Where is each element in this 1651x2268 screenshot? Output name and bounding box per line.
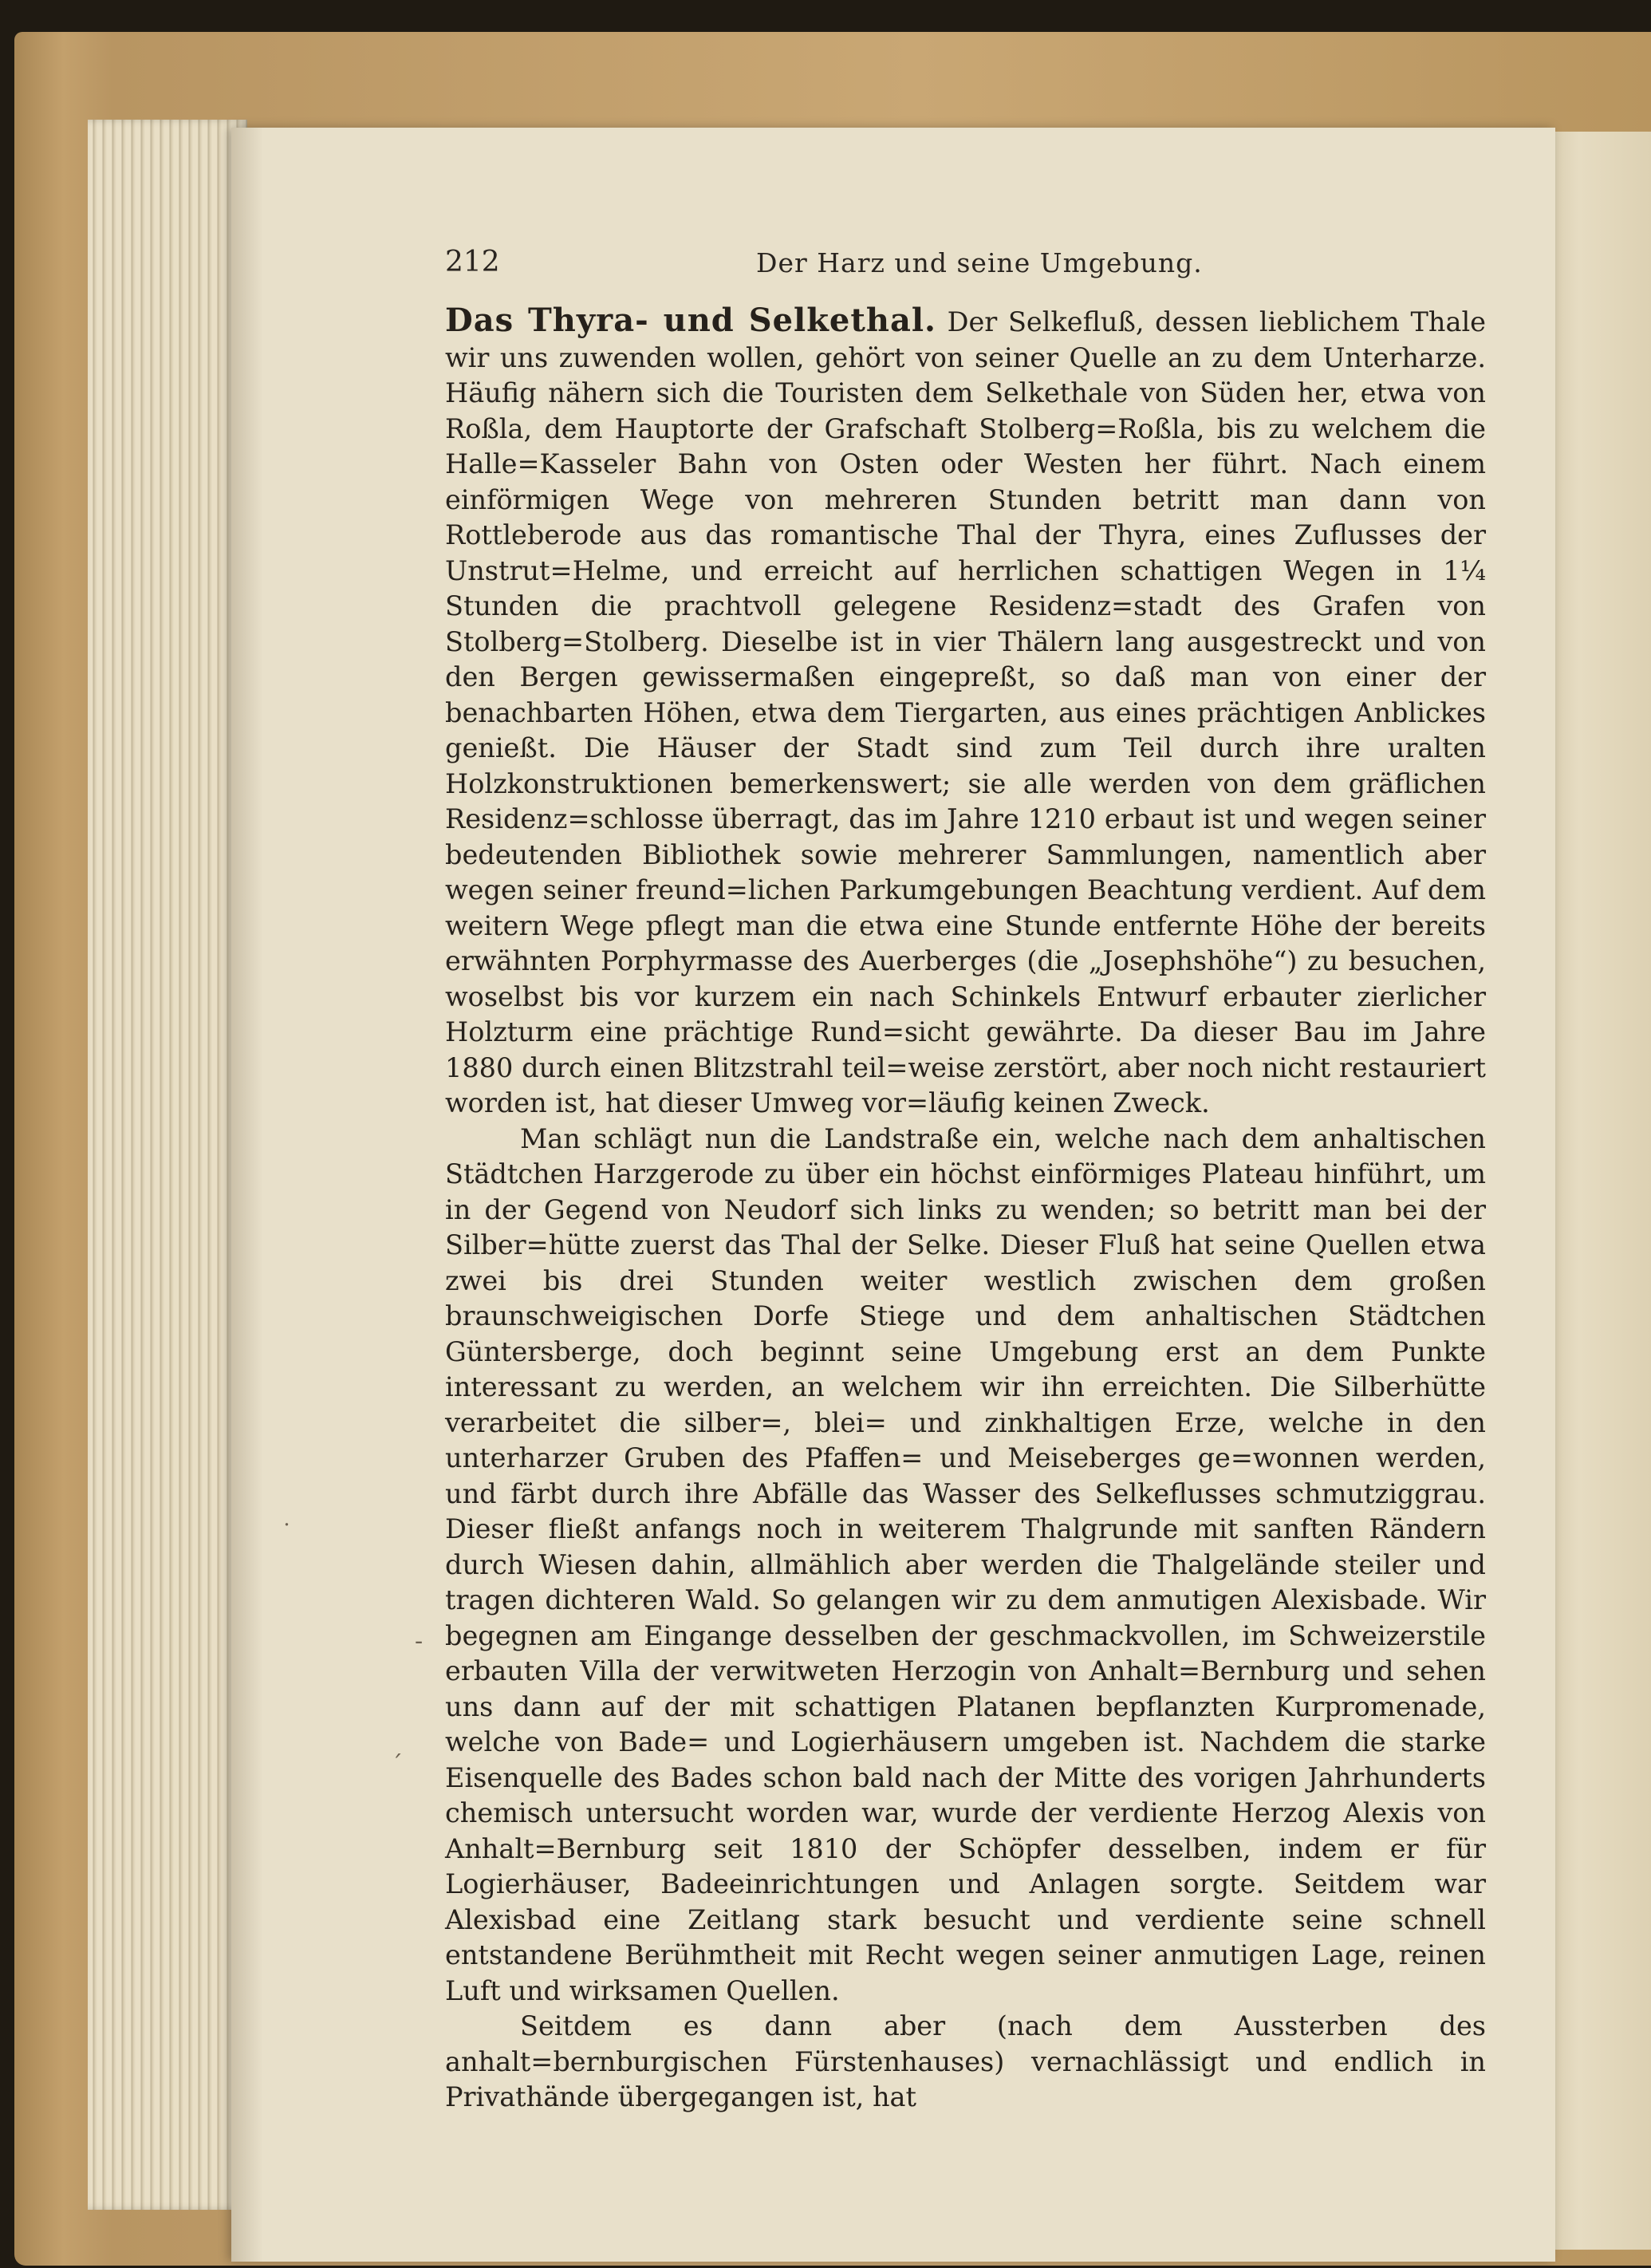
running-head: Der Harz und seine Umgebung. bbox=[756, 247, 1203, 278]
section-title: Das Thyra- und Selkethal. bbox=[445, 302, 936, 339]
facing-page-edge bbox=[1547, 132, 1651, 2250]
page-edges bbox=[88, 120, 247, 2210]
margin-mark: ˊ bbox=[391, 1751, 403, 1779]
page-header bbox=[445, 246, 1442, 294]
margin-mark: ˙ bbox=[281, 1520, 293, 1548]
paragraph-3: Seitdem es dann aber (nach dem Aussterben des anhalt=bernburgischen Fürstenhauses) vernachlässigt und endlich in Privathände übergegangen ist, hat bbox=[445, 2010, 1486, 2112]
paragraph-2: Man schlägt nun die Landstraße ein, welche nach dem anhaltischen Städtchen Harzgerode zu über ein höchst einförmiges Plateau hinführt, um in der Gegend von Neudorf sich links zu wenden; so betritt man bei der Silber=hütte zuerst das Thal der Selke. Dieser Fluß hat seine Quellen etwa zwei bis drei Stunden weiter westlich zwischen dem großen braunschweigischen Dorfe Stiege und dem anhaltischen Städtchen Güntersberge, doch beginnt seine Umgebung erst an dem Punkte interessant zu werden, an welchem wir ihn erreichten. Die Silberhütte verarbeitet die silber=, blei= und zinkhaltigen Erze, welche in den unterharzer Gruben des Pfaffen= und Meiseberges ge=wonnen werden, und färbt durch ihre Abfälle das Wasser des Selkeflusses schmutziggrau. Dieser fließt anfangs noch in weiterem Thalgrunde mit sanften Rändern durch Wiesen dahin, allmählich aber werden die Thalgelände steiler und tragen dichteren Wald. So gelangen wir zu dem anmutigen Alexisbade. Wir begegnen am Eingange desselben der geschmackvollen, im Schweizerstile erbauten Villa der verwitweten Herzogin von Anhalt=Bernburg und sehen uns dann auf der mit schattigen Platanen bepflanzten Kurpromenade, welche von Bade= und Logierhäusern umgeben ist. Nachdem die starke Eisenquelle des Bades schon bald nach der Mitte des vorigen Jahrhunderts chemisch untersucht worden war, wurde der verdiente Herzog Alexis von Anhalt=Bernburg seit 1810 der Schöpfer desselben, indem er für Logierhäuser, Badeeinrichtungen und Anlagen sorgte. Seitdem war Alexisbad eine Zeitlang stark besucht und verdiente seine schnell entstandene Berühmtheit mit Recht wegen seiner anmutigen Lage, reinen Luft und wirksamen Quellen. bbox=[445, 1122, 1486, 2006]
paragraph-1 bbox=[445, 303, 1486, 1122]
page-body bbox=[445, 303, 1486, 2116]
paragraph-1-text: Der Selkefluß, dessen lieblichem Thale wir uns zuwenden wollen, gehört von seiner Quelle an zu dem Unterharze. Häufig nähern sich die Touristen dem Selkethale von Süden her, etwa von Roßla, dem Hauptorte der Grafschaft Stolberg=Roßla, bis zu welchem die Halle=Kasseler Bahn von Osten oder Westen her führt. Nach einem einförmigen Wege von mehreren Stunden betritt man dann von Rottleberode aus das romantische Thal der Thyra, eines Zuflusses der Unstrut=Helme, und erreicht auf herrlichen schattigen Wegen in 1¼ Stunden die prachtvoll gelegene Residenz=stadt des Grafen von Stolberg=Stolberg. Dieselbe ist in vier Thälern lang ausgestreckt und von den Bergen gewissermaßen eingepreßt, so daß man von einer der benachbarten Höhen, etwa dem Tiergarten, aus eines prächtigen Anblickes genießt. Die Häuser der Stadt sind zum Teil durch ihre uralten Holzkonstruktionen bemerkenswert; sie alle werden von dem gräflichen Residenz=schlosse überragt, das im Jahre 1210 erbaut ist und wegen seiner bedeutenden Bibliothek sowie mehrerer Sammlungen, namentlich aber wegen seiner freund=lichen Parkumgebungen Beachtung verdient. Auf dem weitern Wege pflegt man die etwa eine Stunde entfernte Höhe der bereits erwähnten Porphyrmasse des Auerberges (die „Josephshöhe“) zu besuchen, woselbst bis vor kurzem ein nach Schinkels Entwurf erbauter zierlicher Holzturm eine prächtige Rund=sicht gewährte. Da dieser Bau im Jahre 1880 durch einen Blitzstrahl teil=weise zerstört, aber noch nicht restauriert worden ist, hat dieser Umweg vor=läufig keinen Zweck. bbox=[445, 306, 1486, 1118]
margin-mark: - bbox=[415, 1627, 424, 1655]
book-page bbox=[231, 128, 1555, 2262]
gutter-shadow bbox=[231, 128, 263, 2262]
page-number: 212 bbox=[445, 246, 500, 278]
